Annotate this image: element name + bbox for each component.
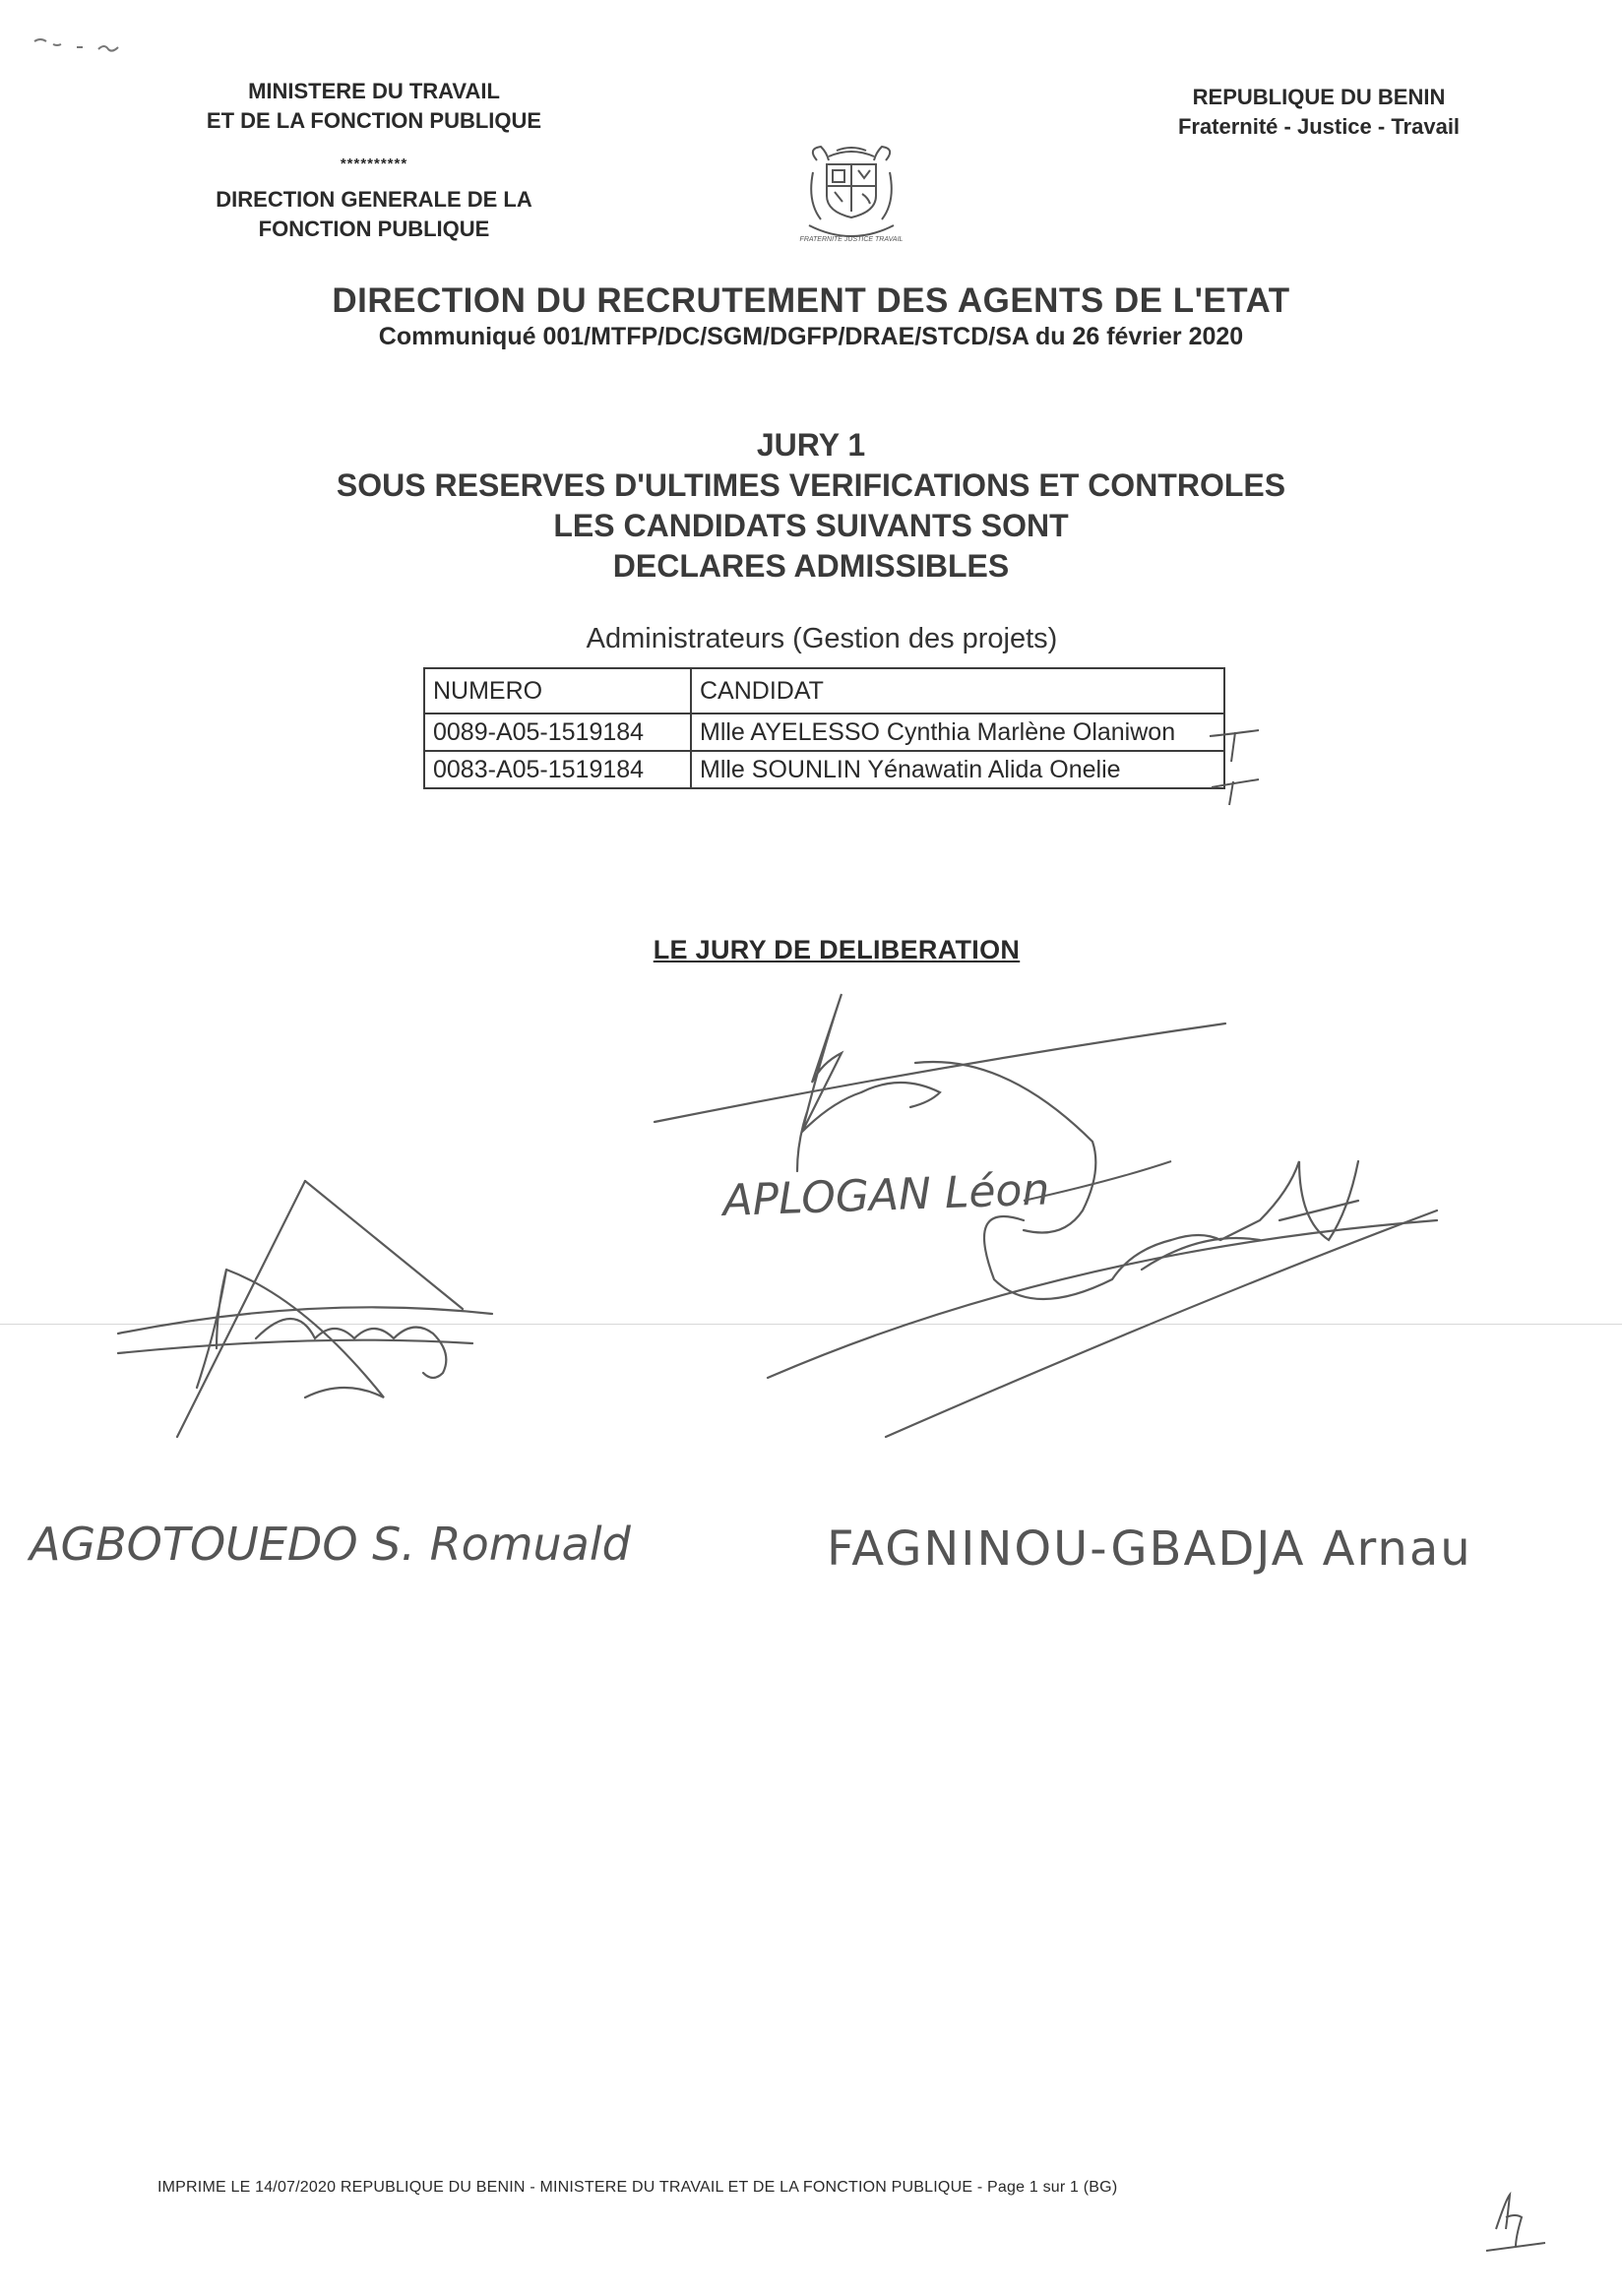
candidate-name: Mlle AYELESSO Cynthia Marlène Olaniwon xyxy=(691,714,1224,751)
jury-deliberation-heading: LE JURY DE DELIBERATION xyxy=(653,935,1021,964)
republic-header xyxy=(1132,83,1506,142)
candidates-table xyxy=(423,667,1225,789)
jury-announcement xyxy=(197,425,1425,587)
header-separator: ********** xyxy=(340,155,408,172)
row-check-marks xyxy=(1206,718,1265,807)
announcement-line3: LES CANDIDATS SUIVANTS SONT xyxy=(553,508,1069,543)
initials-mark xyxy=(1476,2190,1565,2259)
direction-line1: DIRECTION GENERALE DE LA xyxy=(216,187,532,212)
ministry-line1: MINISTERE DU TRAVAIL xyxy=(248,79,500,103)
table-row xyxy=(424,751,1224,788)
signatory-agbotouedo: AGBOTOUEDO S. Romuald xyxy=(30,1518,631,1571)
republic-motto: Fraternité - Justice - Travail xyxy=(1177,114,1461,139)
announcement-line4: DECLARES ADMISSIBLES xyxy=(612,548,1010,584)
print-footer: IMPRIME LE 14/07/2020 REPUBLIQUE DU BENIN - MINISTERE DU TRAVAIL ET DE LA FONCTION PUBLIQUE - Page 1 sur 1 (BG) xyxy=(157,2179,1118,2196)
jury-number: JURY 1 xyxy=(756,427,866,463)
candidate-number: 0089-A05-1519184 xyxy=(424,714,691,751)
header-candidat: CANDIDAT xyxy=(691,668,1224,714)
signature-agbotouedo xyxy=(118,1181,492,1437)
table-caption: Administrateurs (Gestion des projets) xyxy=(586,623,1058,654)
signatory-aplogan: APLOGAN Léon xyxy=(721,1164,1051,1226)
emblem-motto: FRATERNITE JUSTICE TRAVAIL xyxy=(799,236,904,243)
ministry-header xyxy=(157,77,591,136)
direction-generale-header xyxy=(157,185,591,244)
corner-mark-icon xyxy=(30,30,157,69)
candidate-name: Mlle SOUNLIN Yénawatin Alida Onelie xyxy=(691,751,1224,788)
header-numero: NUMERO xyxy=(424,668,691,714)
candidate-number: 0083-A05-1519184 xyxy=(424,751,691,788)
table-row xyxy=(424,714,1224,751)
coat-of-arms-icon xyxy=(797,143,905,251)
announcement-line2: SOUS RESERVES D'ULTIMES VERIFICATIONS ET CONTROLES xyxy=(336,467,1286,503)
communique-reference: Communiqué 001/MTFP/DC/SGM/DGFP/DRAE/STCD/SA du 26 février 2020 xyxy=(378,323,1244,350)
table-header-row xyxy=(424,668,1224,714)
direction-title: DIRECTION DU RECRUTEMENT DES AGENTS DE L'ETAT xyxy=(332,281,1290,320)
signatures-area xyxy=(0,974,1622,1604)
signatory-fagninou: FAGNINOU-GBADJA Arnau xyxy=(827,1521,1472,1577)
ministry-line2: ET DE LA FONCTION PUBLIQUE xyxy=(206,108,542,133)
direction-line2: FONCTION PUBLIQUE xyxy=(258,217,490,241)
republic-name: REPUBLIQUE DU BENIN xyxy=(1192,85,1446,109)
